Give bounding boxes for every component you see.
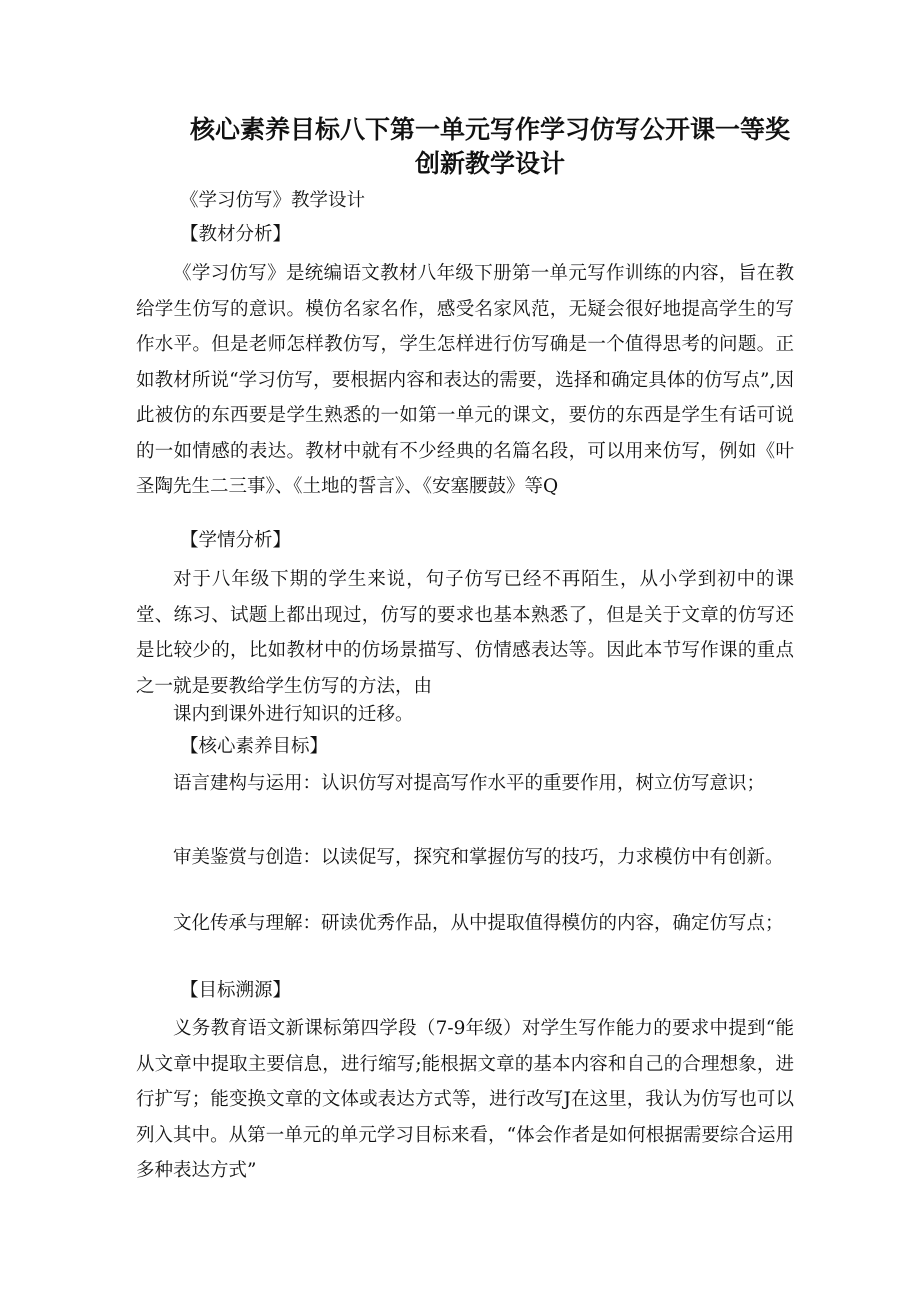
paragraph-textbook-analysis: 《学习仿写》是统编语文教材八年级下册第一单元写作训练的内容，旨在教给学生仿写的意识。模仿名家名作，感受名家风范，无疑会很好地提高学生的写作水平。但是老师怎样教仿写，学生怎样进行仿写确是一个值得思考的问题。正如教材所说“学习仿写，要根据内容和表达的需要，选择和确定具体的仿写点”,因此被仿的东西要是学生熟悉的一如第一单元的课文，要仿的东西是学生有话可说的一如情感的表达。教材中就有不少经典的名篇名段，可以用来仿写，例如《叶圣陶先生二三事》、《土地的誓言》、《安塞腰鼓》等Q — [136, 263, 794, 497]
document-title-line-1: 核心素养目标八下第一单元写作学习仿写公开课一等奖 — [189, 115, 790, 144]
document-title-line-2: 创新教学设计 — [414, 149, 565, 178]
section-heading-goal-source: 【目标溯源】 — [180, 980, 292, 1001]
core-goal-language: 语言建构与运用：认识仿写对提高写作水平的重要作用，树立仿写意识； — [173, 773, 766, 794]
paragraph-learner-analysis: 对于八年级下期的学生来说，句子仿写已经不再陌生，从小学到初中的课堂、练习、试题上都出现过，仿写的要求也基本熟悉了，但是关于文章的仿写还是比较少的，比如教材中的仿场景描写、仿情感表达等。因此本节写作课的重点之一就是要教给学生仿写的方法，由 — [136, 569, 794, 697]
core-goal-culture: 文化传承与理解：研读优秀作品，从中提取值得模仿的内容，确定仿写点； — [173, 913, 784, 934]
section-heading-learner-analysis: 【学情分析】 — [180, 530, 292, 551]
document-subtitle: 《学习仿写》教学设计 — [180, 190, 366, 211]
paragraph-learner-analysis-continued: 课内到课外进行知识的迁移。 — [173, 704, 414, 725]
section-heading-core-goals: 【核心素养目标】 — [180, 736, 329, 757]
section-heading-textbook-analysis: 【教材分析】 — [180, 224, 292, 245]
paragraph-goal-source: 义务教育语文新课标第四学段（7-9年级）对学生写作能力的要求中提到“能从文章中提取主要信息，进行缩写;能根据文章的基本内容和自己的合理想象，进行扩写；能变换文章的文体或表达方式等，进行改写J在这里，我认为仿写也可以列入其中。从第一单元的单元学习目标来看，“体会作者是如何根据需要综合运用多种表达方式” — [136, 1018, 794, 1181]
core-goal-aesthetic: 审美鉴赏与创造：以读促写，探究和掌握仿写的技巧，力求模仿中有创新。 — [173, 847, 784, 868]
